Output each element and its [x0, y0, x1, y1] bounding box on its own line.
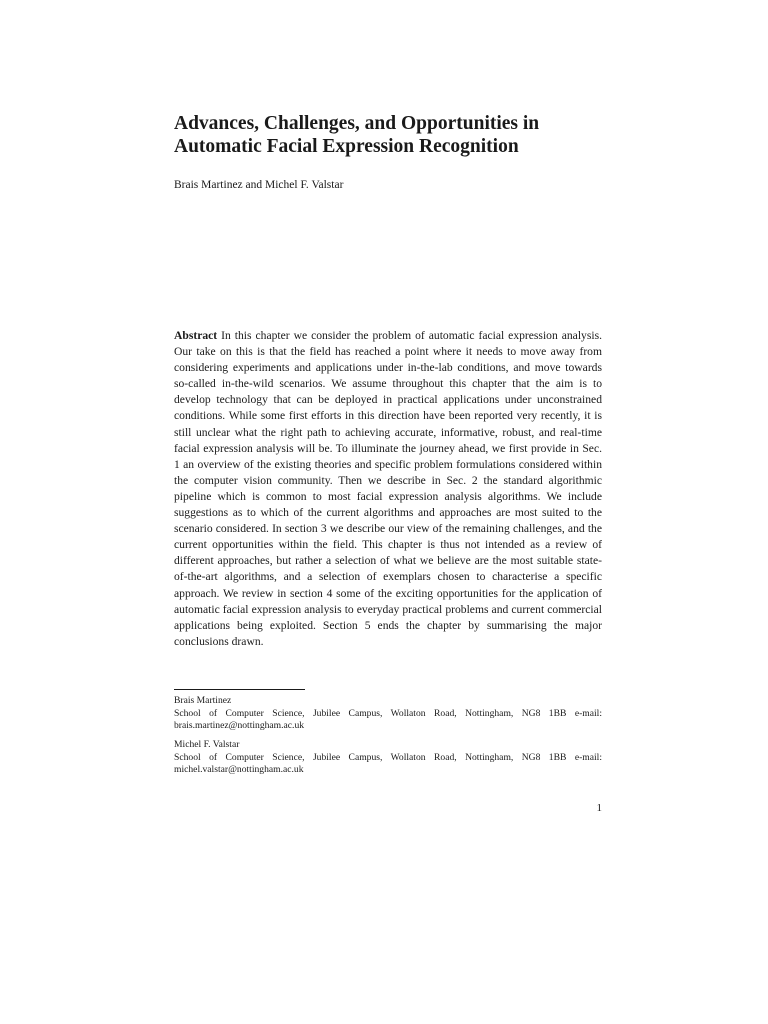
- paper-title: Advances, Challenges, and Opportunities in Automatic Facial Expression Recognition: [174, 113, 540, 157]
- abstract-label: Abstract: [174, 329, 218, 342]
- paper-page: [174, 0, 602, 1024]
- affiliation-email: brais.martinez@nottingham.ac.uk: [174, 720, 305, 732]
- affiliation-address: School of Computer Science, Jubilee Campus, Wollaton Road, Nottingham, NG8 1BB e-mail:: [174, 751, 602, 763]
- affiliation-email: michel.valstar@nottingham.ac.uk: [174, 764, 304, 776]
- page-number: 1: [596, 802, 602, 814]
- affiliation-name: Brais Martinez: [174, 695, 232, 706]
- footnote-divider: [174, 689, 305, 690]
- affiliation-address: School of Computer Science, Jubilee Campus, Wollaton Road, Nottingham, NG8 1BB e-mail:: [174, 707, 602, 719]
- abstract-text: In this chapter we consider the problem of automatic facial expression analysis. Our take on this is that the field has reached a point where it needs to move away from considering experiments and applications under in-the-lab conditions, and move towards so-called in-the-wild scenarios. We assume throughout this chapter that the aim is to develop technology that can be deployed in practical applications under unconstrained conditions. While some first efforts in this direction have been reported very recently, it is still unclear what the right path to achieving accurate, informative, robust, and real-time facial expression analysis will be. To illuminate the journey ahead, we first provide in Sec. 1 an overview of the existing theories and specific problem formulations considered within the computer vision community. Then we describe in Sec. 2 the standard algorithmic pipeline which is common to most facial expression analysis algorithms. We include suggestions as to which of the current algorithms and approaches are most suited to the scenario considered. In section 3 we describe our view of the remaining challenges, and the current opportunities within the field. This chapter is thus not intended as a review of different approaches, but rather a selection of what we believe are the most suitable state-of-the-art algorithms, and a selection of exemplars chosen to characterise a specific approach. We review in section 4 some of the exciting opportunities for the application of automatic facial expression analysis to everyday practical problems and current commercial applications being exploited. Section 5 ends the chapter by summarising the major conclusions drawn.: [174, 329, 602, 648]
- affiliation-block: [174, 739, 602, 777]
- author-list: Brais Martinez and Michel F. Valstar: [174, 179, 344, 191]
- abstract: [174, 328, 602, 650]
- affiliation-name: Michel F. Valstar: [174, 739, 240, 750]
- affiliation-block: [174, 695, 602, 733]
